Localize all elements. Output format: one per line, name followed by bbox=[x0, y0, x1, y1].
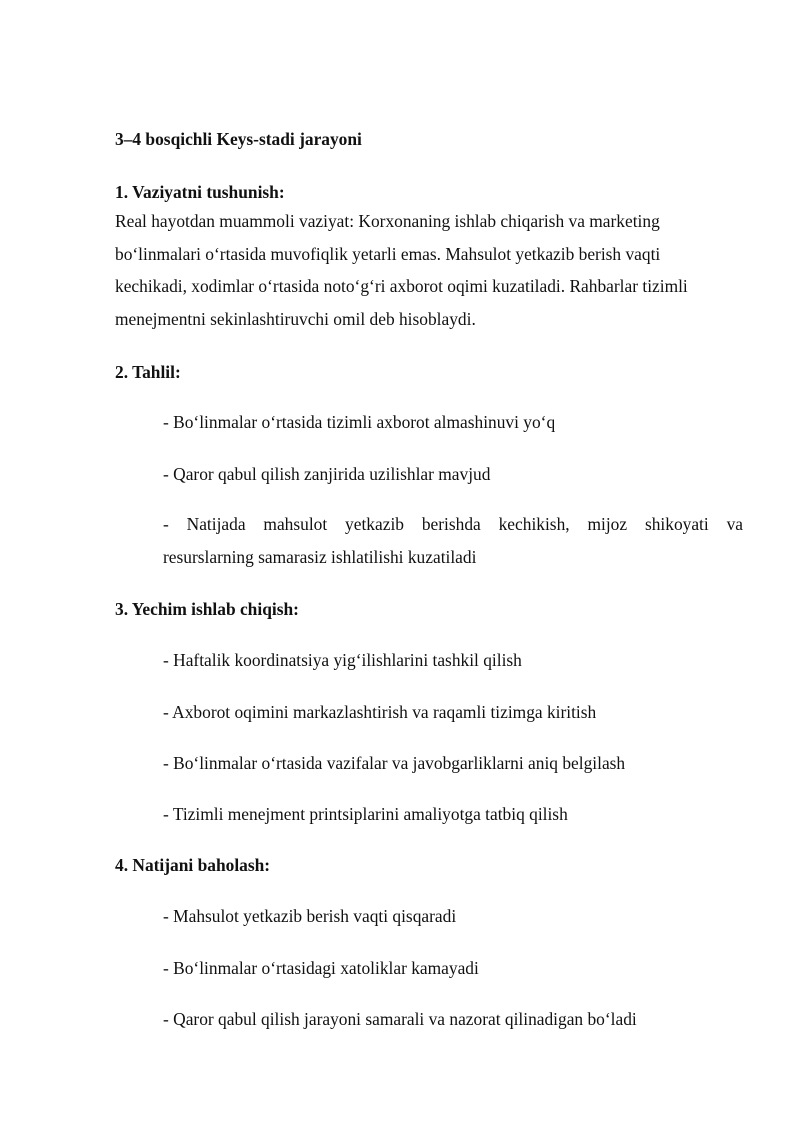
paragraph-line: kechikadi, xodimlar o‘rtasida noto‘g‘ri axborot oqimi kuzatiladi. Rahbarlar tizimli bbox=[115, 276, 688, 297]
list-item: - Haftalik koordinatsiya yig‘ilishlarini tashkil qilish bbox=[163, 650, 522, 670]
section-1-paragraph bbox=[115, 205, 715, 336]
paragraph-line: menejmentni sekinlashtiruvchi omil deb hisoblaydi. bbox=[115, 309, 476, 330]
paragraph-line: Real hayotdan muammoli vaziyat: Korxonaning ishlab chiqarish va marketing bbox=[115, 211, 660, 231]
section-2-heading: 2. Tahlil: bbox=[115, 362, 181, 382]
list-item: - Bo‘linmalar o‘rtasida tizimli axborot almashinuvi yo‘q bbox=[163, 412, 556, 432]
list-item: - Qaror qabul qilish zanjirida uzilishlar mavjud bbox=[163, 464, 491, 484]
section-3-heading: 3. Yechim ishlab chiqish: bbox=[115, 599, 299, 619]
list-item: - Bo‘linmalar o‘rtasidagi xatoliklar kamayadi bbox=[163, 958, 479, 978]
document-title: 3–4 bosqichli Keys-stadi jarayoni bbox=[115, 129, 362, 149]
list-item: - Qaror qabul qilish jarayoni samarali va nazorat qilinadigan bo‘ladi bbox=[163, 1009, 637, 1029]
section-1-heading: 1. Vaziyatni tushunish: bbox=[115, 182, 285, 202]
list-item bbox=[163, 508, 743, 573]
list-item: - Axborot oqimini markazlashtirish va raqamli tizimga kiritish bbox=[163, 702, 597, 722]
list-item-line: - Natijada mahsulot yetkazib berishda kechikish, mijoz shikoyati va bbox=[163, 514, 743, 534]
list-item-line: resurslarning samarasiz ishlatilishi kuzatiladi bbox=[163, 546, 477, 567]
list-item: - Mahsulot yetkazib berish vaqti qisqaradi bbox=[163, 906, 457, 926]
list-item: - Bo‘linmalar o‘rtasida vazifalar va javobgarliklarni aniq belgilash bbox=[163, 753, 626, 773]
section-4-heading: 4. Natijani baholash: bbox=[115, 855, 271, 875]
paragraph-line: bo‘linmalari o‘rtasida muvofiqlik yetarli emas. Mahsulot yetkazib berish vaqti bbox=[115, 243, 661, 264]
list-item: - Tizimli menejment printsiplarini amaliyotga tatbiq qilish bbox=[163, 804, 568, 824]
